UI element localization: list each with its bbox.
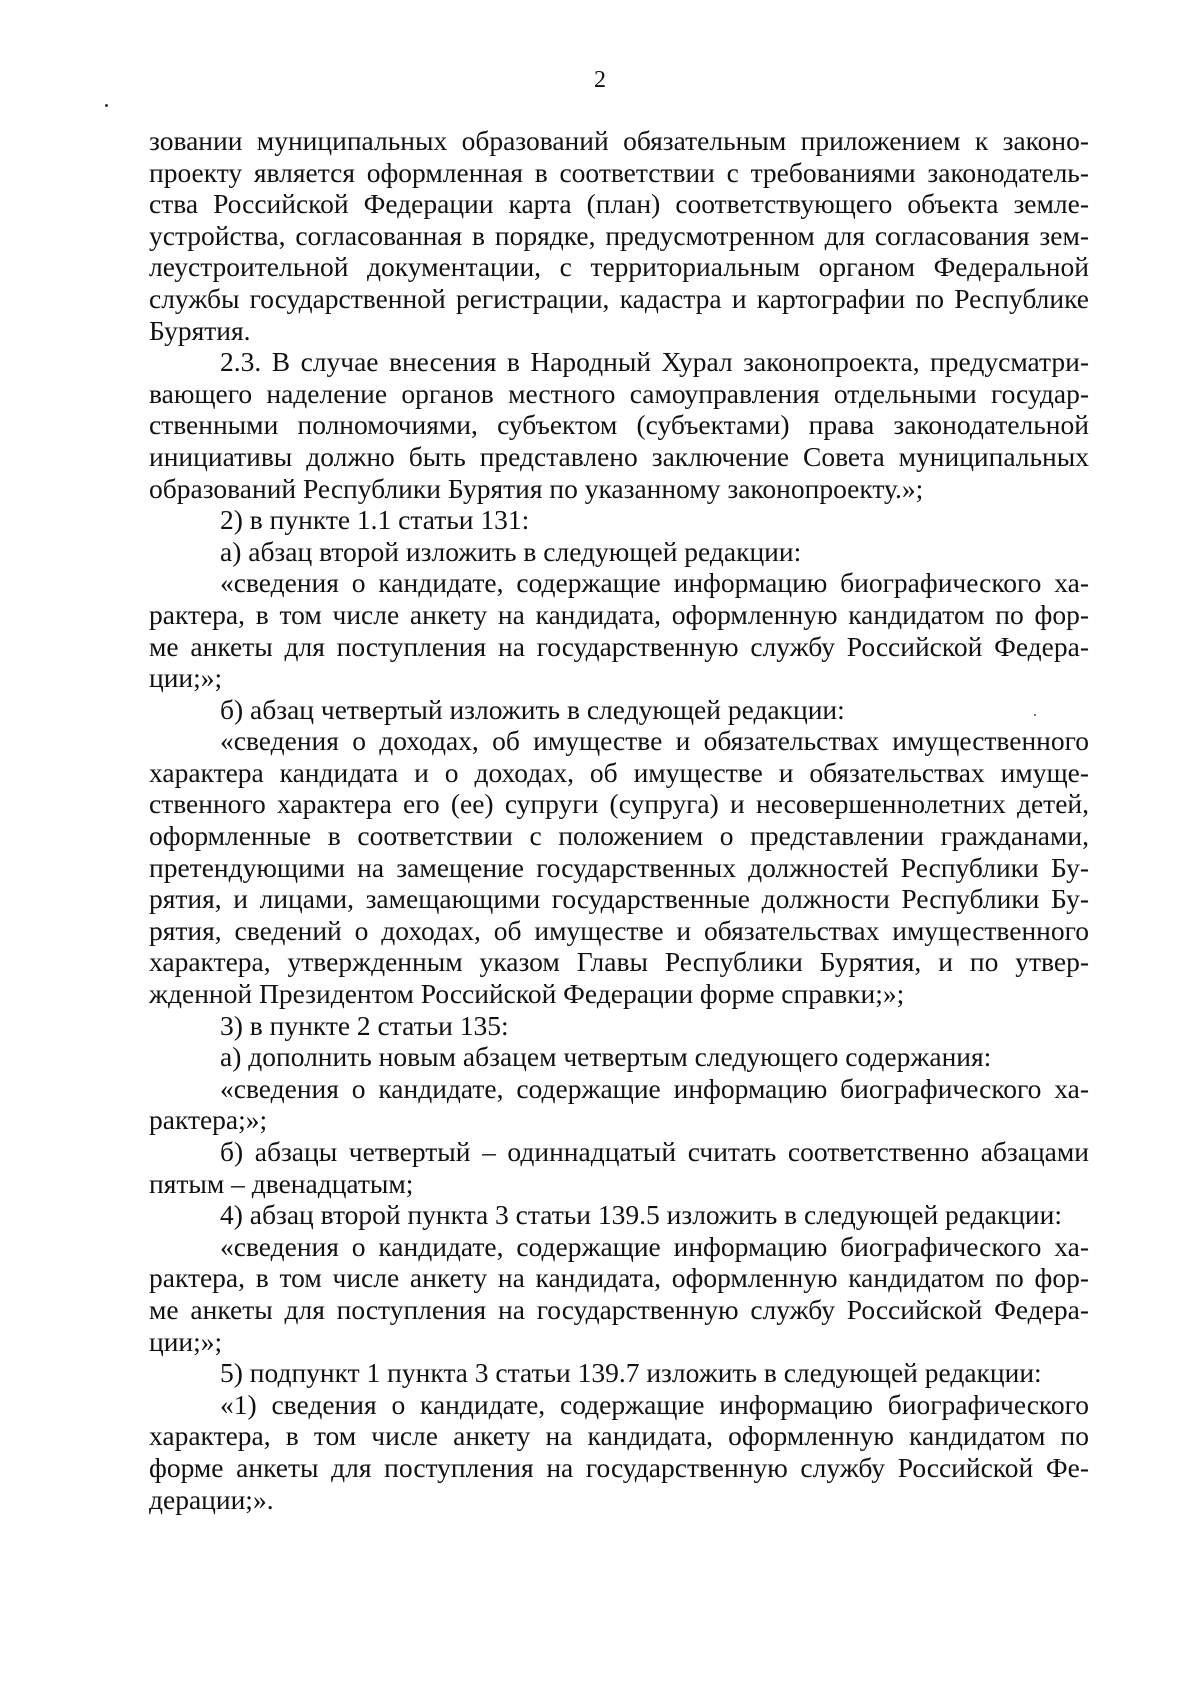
- paragraph-first-line: «сведения о кандидате, содержащие информацию биографического ха-: [220, 1230, 1089, 1262]
- text-line: оформленные в соответствии с положением о представлении гражданами,: [149, 820, 1089, 852]
- paragraph-first-line: 5) подпункт 1 пункта 3 статьи 139.7 изложить в следующей редакции:: [220, 1357, 1042, 1389]
- paragraph-first-line: 4) абзац второй пункта 3 статьи 139.5 изложить в следующей редакции:: [220, 1199, 1062, 1231]
- text-line: ственными полномочиями, субъектом (субъектами) права законодательной: [149, 409, 1089, 441]
- text-line: рактера, в том числе анкету на кандидата, оформленную кандидатом по фор-: [149, 1262, 1089, 1294]
- paragraph-first-line: 2) в пункте 1.1 статьи 131:: [220, 504, 530, 536]
- text-line: рактера, в том числе анкету на кандидата, оформленную кандидатом по фор-: [149, 598, 1089, 630]
- text-line: характера, утвержденным указом Главы Республики Бурятия, и по утвер-: [149, 946, 1089, 978]
- text-line: характера, в том числе анкету на кандидата, оформленную кандидатом по: [149, 1420, 1089, 1452]
- text-line: образований Республики Бурятия по указанному законопроекту.»;: [149, 472, 924, 504]
- text-line: ме анкеты для поступления на государственную службу Российской Федера-: [149, 1293, 1089, 1325]
- text-line: рятия, сведений о доходах, об имуществе и обязательствах имущественного: [149, 914, 1089, 946]
- text-line: инициативы должно быть представлено заключение Совета муниципальных: [149, 440, 1089, 472]
- text-line: рятия, и лицами, замещающими государственные должности Республики Бу-: [149, 883, 1089, 915]
- text-line: зовании муниципальных образований обязательным приложением к законо-: [149, 125, 1089, 156]
- text-line: претендующими на замещение государственных должностей Республики Бу-: [149, 851, 1089, 883]
- paragraph-first-line: 2.3. В случае внесения в Народный Хурал законопроекта, предусматри-: [220, 346, 1089, 378]
- text-line: устройства, согласованная в порядке, предусмотренном для согласования зем-: [149, 219, 1089, 251]
- text-line: форме анкеты для поступления на государственную службу Российской Фе-: [149, 1451, 1089, 1483]
- paragraph-first-line: «1) сведения о кандидате, содержащие информацию биографического: [220, 1388, 1089, 1420]
- text-line: пятым – двенадцатым;: [149, 1167, 414, 1199]
- text-line: вающего наделение органов местного самоуправления отдельными государ-: [149, 377, 1089, 409]
- document-body: [149, 125, 1089, 1515]
- scan-speck: [105, 104, 108, 107]
- text-line: дерации;».: [149, 1483, 274, 1515]
- text-line: ме анкеты для поступления на государственную службу Российской Федера-: [149, 630, 1089, 662]
- text-line: проекту является оформленная в соответствии с требованиями законодатель-: [149, 156, 1089, 188]
- text-line: леустроительной документации, с территориальным органом Федеральной: [149, 251, 1089, 283]
- paragraph-first-line: а) дополнить новым абзацем четвертым следующего содержания:: [220, 1041, 992, 1073]
- text-line: характера кандидата и о доходах, об имуществе и обязательствах имуще-: [149, 756, 1089, 788]
- text-line: рактера;»;: [149, 1104, 268, 1136]
- text-line: службы государственной регистрации, кадастра и картографии по Республике: [149, 282, 1089, 314]
- text-line: ции;»;: [149, 1325, 223, 1357]
- text-line: ственного характера его (ее) супруги (супруга) и несовершеннолетних детей,: [149, 788, 1089, 820]
- paragraph-first-line: «сведения о кандидате, содержащие информацию биографического ха-: [220, 567, 1089, 599]
- paragraph-first-line: «сведения о доходах, об имуществе и обязательствах имущественного: [220, 725, 1089, 757]
- paragraph-first-line: 3) в пункте 2 статьи 135:: [220, 1009, 509, 1041]
- text-line: ства Российской Федерации карта (план) соответствующего объекта земле-: [149, 188, 1089, 220]
- text-line: жденной Президентом Российской Федерации форме справки;»;: [149, 978, 905, 1010]
- page-number: 2: [594, 67, 606, 93]
- paragraph-first-line: б) абзацы четвертый – одиннадцатый считать соответственно абзацами: [220, 1136, 1089, 1167]
- paragraph-first-line: а) абзац второй изложить в следующей редакции:: [220, 535, 802, 567]
- text-line: ции;»;: [149, 662, 223, 694]
- text-line: Бурятия.: [149, 314, 251, 346]
- paragraph-first-line: б) абзац четвертый изложить в следующей редакции:: [220, 693, 845, 725]
- paragraph-first-line: «сведения о кандидате, содержащие информацию биографического ха-: [220, 1072, 1089, 1104]
